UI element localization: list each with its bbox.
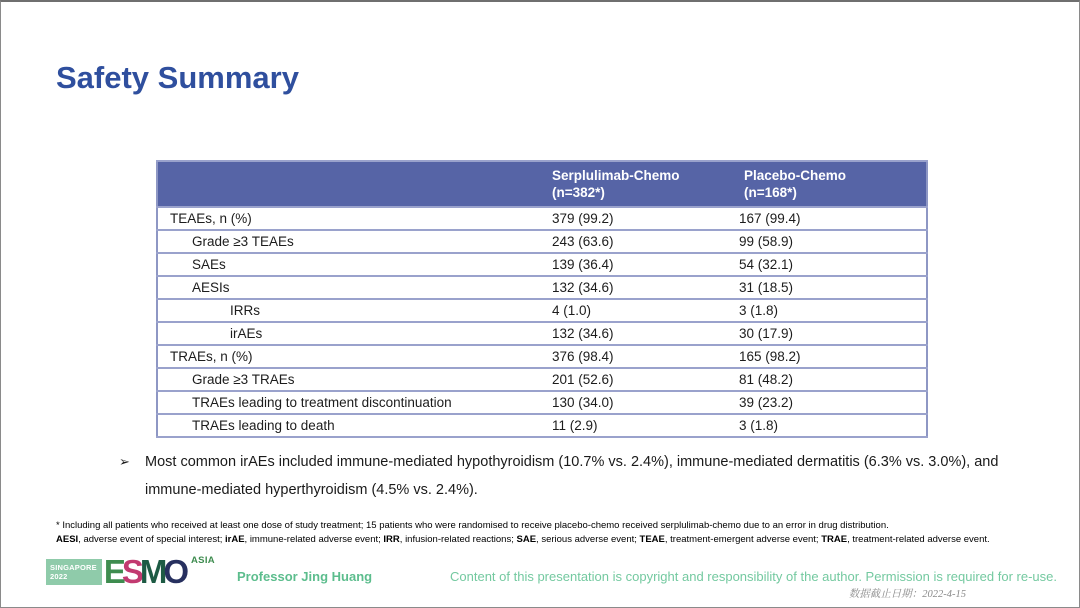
serplulimab-chemo-value: 139 (36.4) [522, 253, 714, 276]
row-label: IRRs [157, 299, 522, 322]
placebo-chemo-value: 39 (23.2) [714, 391, 927, 414]
table-row [157, 299, 927, 322]
row-label: Grade ≥3 TRAEs [157, 368, 522, 391]
abbreviation-definition: , adverse event of special interest; [78, 534, 225, 545]
page-title: Safety Summary [56, 60, 299, 95]
table-row [157, 276, 927, 299]
serplulimab-chemo-value: 201 (52.6) [522, 368, 714, 391]
abbreviation-term: SAE [516, 534, 537, 545]
abbreviation-definition: , treatment-related adverse event. [847, 534, 990, 545]
placebo-chemo-value: 99 (58.9) [714, 230, 927, 253]
header-empty-cell [157, 161, 522, 207]
header-placebo-chemo [714, 161, 927, 207]
row-label: TRAEs, n (%) [157, 345, 522, 368]
table-row [157, 368, 927, 391]
placebo-chemo-value: 30 (17.9) [714, 322, 927, 345]
row-label: TEAEs, n (%) [157, 207, 522, 230]
header-serplulimab-chemo [522, 161, 714, 207]
placebo-chemo-value: 3 (1.8) [714, 414, 927, 437]
row-label: TRAEs leading to death [157, 414, 522, 437]
bullet-arrow-icon: ➢ [119, 454, 130, 469]
header-serplulimab-line2: (n=382*) [552, 185, 605, 200]
row-label: SAEs [157, 253, 522, 276]
row-label: AESIs [157, 276, 522, 299]
serplulimab-chemo-value: 132 (34.6) [522, 322, 714, 345]
placebo-chemo-value: 165 (98.2) [714, 345, 927, 368]
footnotes [56, 519, 1071, 547]
footnote-line2 [56, 533, 1071, 547]
abbreviation-term: TRAE [821, 534, 848, 545]
placebo-chemo-value: 167 (99.4) [714, 207, 927, 230]
row-label: irAEs [157, 322, 522, 345]
esmo-letter-s: S [121, 553, 140, 590]
data-cutoff-date: 数据截止日期：2022-4-15 [848, 589, 966, 600]
placebo-chemo-value: 3 (1.8) [714, 299, 927, 322]
copyright-notice: Content of this presentation is copyright and responsibility of the author. Permission is required for re-use. [450, 569, 1057, 584]
row-label: TRAEs leading to treatment discontinuation [157, 391, 522, 414]
placebo-chemo-value: 54 (32.1) [714, 253, 927, 276]
serplulimab-chemo-value: 243 (63.6) [522, 230, 714, 253]
serplulimab-chemo-value: 379 (99.2) [522, 207, 714, 230]
header-placebo-line1: Placebo-Chemo [744, 168, 847, 183]
header-serplulimab-line1: Serplulimab-Chemo [552, 168, 680, 183]
abbreviation-term: irAE [225, 534, 245, 545]
esmo-letter-e: E [103, 553, 122, 590]
logo-event-year: 2022 [50, 572, 68, 581]
table-row [157, 253, 927, 276]
esmo-wordmark [104, 554, 189, 590]
abbreviation-definition: , treatment-emergent adverse event; [664, 534, 822, 545]
abbreviation-term: IRR [383, 534, 400, 545]
logo-event-city: SINGAPORE [50, 563, 97, 572]
bullet-text: Most common irAEs included immune-mediated hypothyroidism (10.7% vs. 2.4%), immune-mediated dermatitis (6.3% vs. 3.0%), and immune-mediated hyperthyroidism (4.5% vs. 2.4%). [145, 454, 999, 498]
abbreviation-definition: , serious adverse event; [536, 534, 640, 545]
header-placebo-line2: (n=168*) [744, 185, 797, 200]
abbreviation-definition: , immune-related adverse event; [244, 534, 384, 545]
safety-summary-table [156, 160, 928, 438]
row-label: Grade ≥3 TEAEs [157, 230, 522, 253]
table-row [157, 230, 927, 253]
table-row [157, 345, 927, 368]
table-body [157, 207, 927, 437]
esmo-letter-m: M [139, 553, 164, 590]
serplulimab-chemo-value: 376 (98.4) [522, 345, 714, 368]
table-row [157, 322, 927, 345]
presenter-name: Professor Jing Huang [237, 569, 373, 584]
footnote-line1: * Including all patients who received at least one dose of study treatment; 15 patients who were randomised to receive placebo-chemo received serplulimab-chemo due to an error in drug distribution. [56, 520, 889, 531]
serplulimab-chemo-value: 11 (2.9) [522, 414, 714, 437]
esmo-asia-logo [46, 554, 215, 596]
singapore-2022-badge [46, 559, 102, 585]
table-row [157, 207, 927, 230]
table-row [157, 391, 927, 414]
serplulimab-chemo-value: 4 (1.0) [522, 299, 714, 322]
table-header-row [157, 161, 927, 207]
serplulimab-chemo-value: 130 (34.0) [522, 391, 714, 414]
logo-region-asia: ASIA [191, 555, 215, 566]
abbreviation-definition: , infusion-related reactions; [399, 534, 517, 545]
abbreviation-term: TEAE [639, 534, 665, 545]
key-finding-bullet [119, 448, 999, 504]
esmo-letter-o: O [163, 553, 190, 590]
placebo-chemo-value: 31 (18.5) [714, 276, 927, 299]
table-row [157, 414, 927, 437]
placebo-chemo-value: 81 (48.2) [714, 368, 927, 391]
serplulimab-chemo-value: 132 (34.6) [522, 276, 714, 299]
abbreviation-term: AESI [56, 534, 79, 545]
